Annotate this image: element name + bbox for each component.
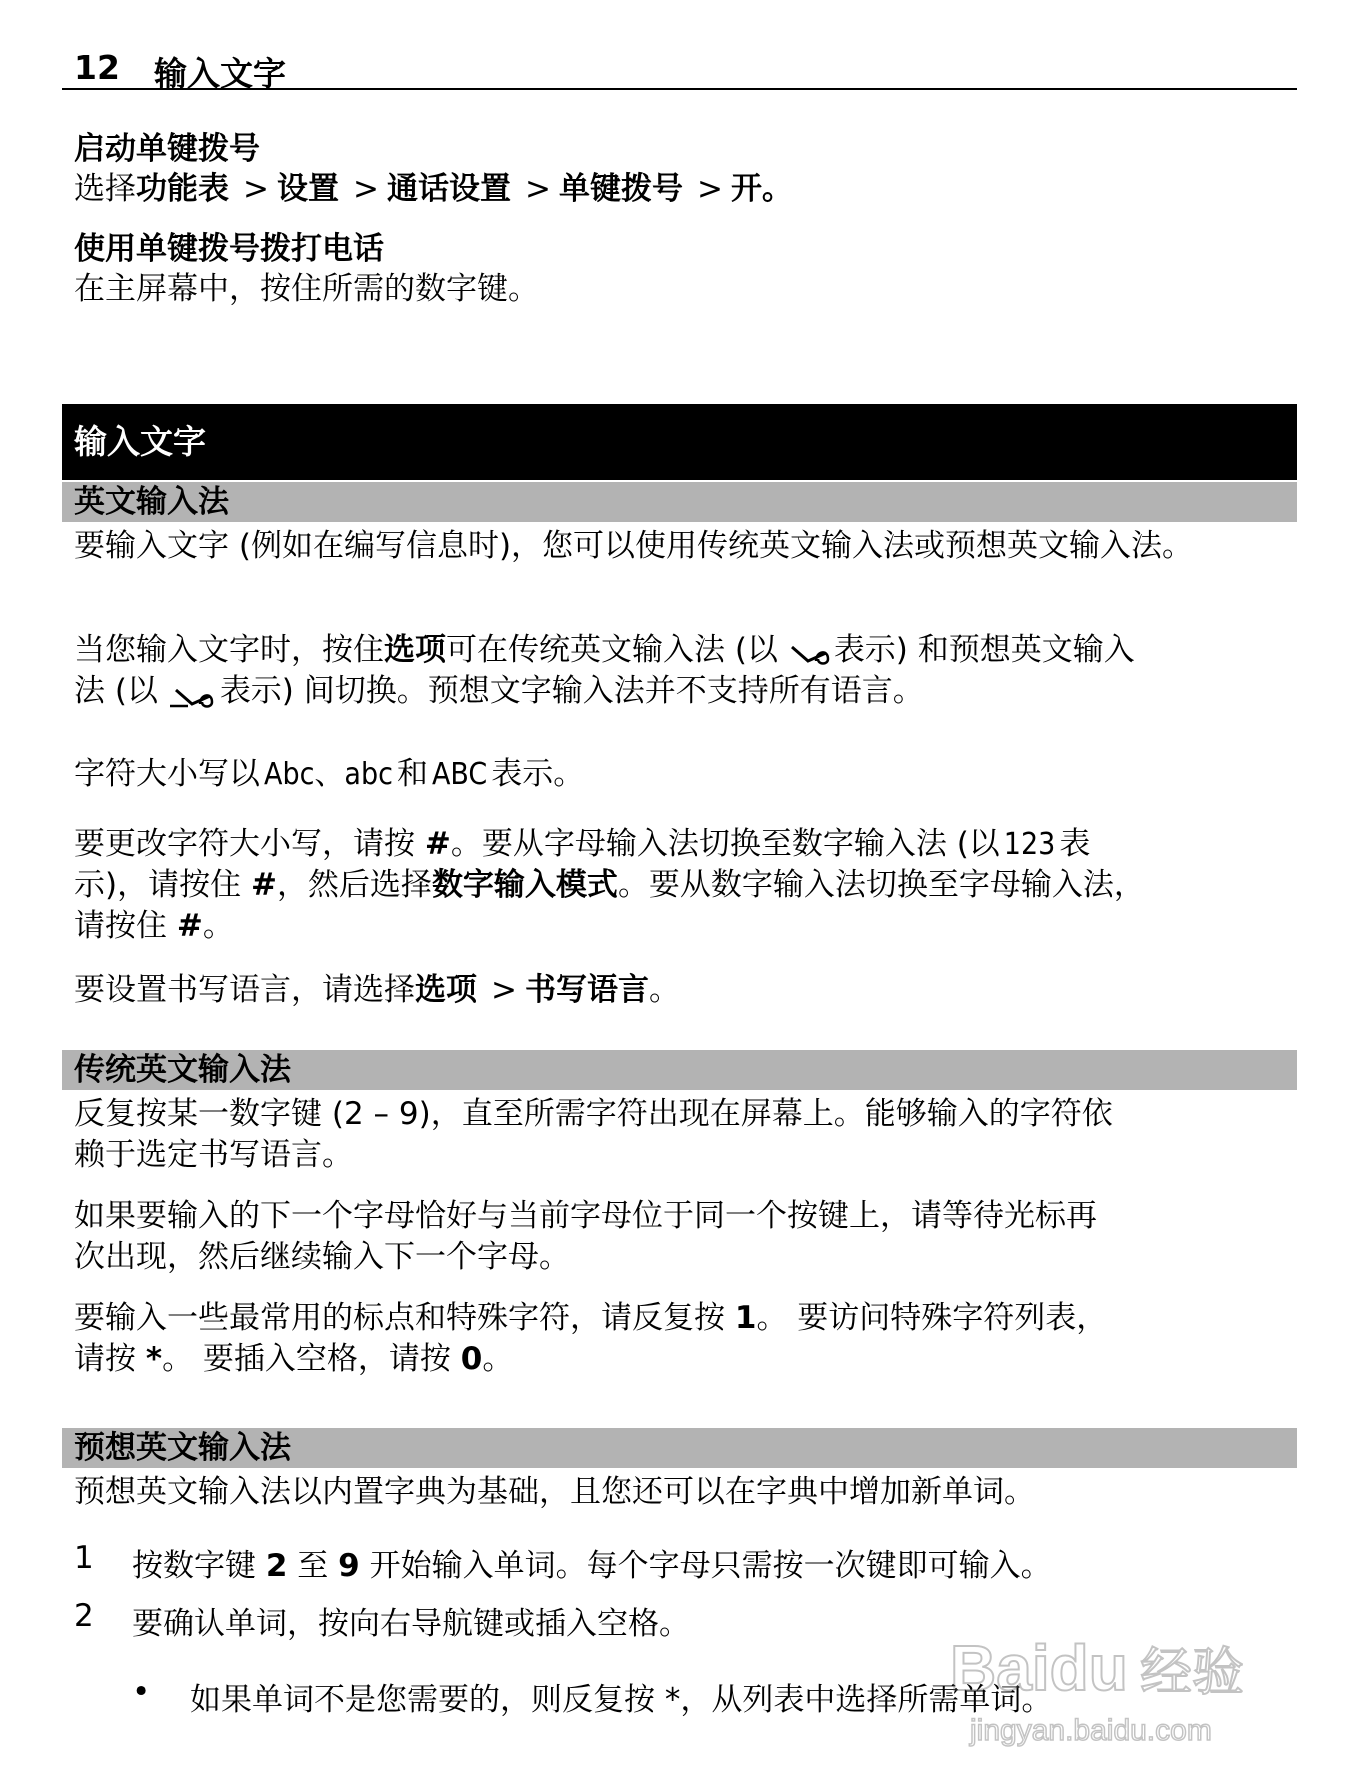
english-input-heading-bar <box>62 482 1297 522</box>
predictive-input-icon <box>168 676 220 710</box>
bullet-marker: • <box>132 1674 151 1710</box>
chapter-banner <box>62 404 1297 480</box>
traditional-p1: 反复按某一数字键 (2 – 9)，直至所需字符出现在屏幕上。能够输入的字符依 赖于选定书写语言。 <box>74 1096 1113 1173</box>
step-1-number: 1 <box>74 1540 94 1576</box>
page-header-title: 输入文字 <box>154 54 286 93</box>
predictive-heading-bar <box>62 1428 1297 1468</box>
watermark-url: jingyan.baidu.com <box>970 1714 1212 1747</box>
traditional-heading-bar <box>62 1050 1297 1090</box>
page-number: 12 <box>74 48 120 87</box>
speed-dial-heading: 启动单键拨号 <box>74 131 260 167</box>
predictive-intro: 预想英文输入法以内置字典为基础，且您还可以在字典中增加新单词。 <box>74 1474 1035 1510</box>
traditional-input-icon <box>788 635 834 669</box>
english-input-p2: 当您输入文字时，按住选项可在传统英文输入法 (以 表示) 和预想英文输入 法 (以 表示) 间切换。预想文字输入法并不支持所有语言。 <box>74 632 1135 709</box>
step-2-number: 2 <box>74 1598 94 1634</box>
step-1-text: 按数字键 2 至 9 开始输入单词。每个字母只需按一次键即可输入。 <box>132 1548 1052 1584</box>
english-input-p5: 要设置书写语言，请选择选项 > 书写语言。 <box>74 972 680 1008</box>
case-indicator-upper: ABC <box>431 757 488 792</box>
use-dial-heading: 使用单键拨号拨打电话 <box>74 231 384 267</box>
english-input-heading: 英文输入法 <box>74 484 229 520</box>
use-dial-text: 在主屏幕中，按住所需的数字键。 <box>74 271 539 307</box>
page-header <box>62 44 1297 93</box>
numeric-indicator: 123 <box>1003 827 1056 862</box>
watermark-brand: Baidu <box>950 1632 1128 1704</box>
english-input-p4: 要更改字符大小写，请按 #。要从字母输入法切换至数字输入法 (以 123 表 示)，请按住 #，然后选择数字输入模式。要从数字输入法切换至字母输入法， 请按住 #。 <box>74 826 1145 944</box>
watermark-brand-cn: 经验 <box>1140 1643 1245 1703</box>
step-2-text: 要确认单词，按向右导航键或插入空格。 <box>132 1606 690 1642</box>
traditional-p3: 要输入一些最常用的标点和特殊字符，请反复按 1。 要访问特殊字符列表， 请按 *。 要插入空格，请按 0。 <box>74 1300 1108 1377</box>
english-input-p1: 要输入文字 (例如在编写信息时)，您可以使用传统英文输入法或预想英文输入法。 <box>74 528 1194 564</box>
chapter-title: 输入文字 <box>74 422 206 461</box>
case-indicator-line: 字符大小写以 Abc、abc 和 ABC 表示。 <box>74 756 585 792</box>
speed-dial-path: 选择功能表 > 设置 > 通话设置 > 单键拨号 > 开。 <box>74 171 793 207</box>
predictive-heading: 预想英文输入法 <box>74 1430 291 1466</box>
baidu-watermark <box>950 1610 1270 1780</box>
traditional-p2: 如果要输入的下一个字母恰好与当前字母位于同一个按键上，请等待光标再 次出现，然后继续输入下一个字母。 <box>74 1198 1097 1275</box>
traditional-heading: 传统英文输入法 <box>74 1052 291 1088</box>
bullet-text: 如果单词不是您需要的，则反复按 *，从列表中选择所需单词。 <box>190 1682 1053 1718</box>
case-indicator-abc: Abc、abc <box>264 757 393 792</box>
